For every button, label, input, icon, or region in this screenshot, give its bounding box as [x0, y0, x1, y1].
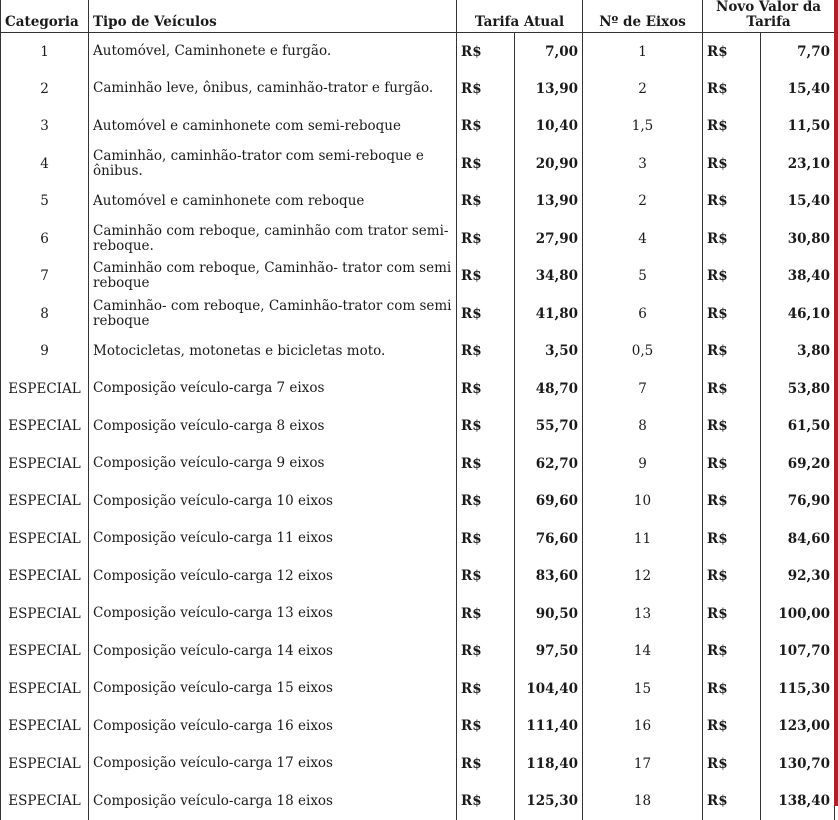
cell-categoria: 5: [1, 183, 89, 221]
header-tipo-veiculos: Tipo de Veículos: [89, 0, 457, 33]
cell-categoria: 7: [1, 258, 89, 296]
cell-categoria: ESPECIAL: [1, 783, 89, 820]
cell-currency: R$: [703, 333, 761, 371]
cell-categoria: 3: [1, 108, 89, 146]
cell-currency: R$: [703, 745, 761, 783]
cell-categoria: ESPECIAL: [1, 670, 89, 708]
cell-categoria: ESPECIAL: [1, 445, 89, 483]
cell-currency: R$: [703, 108, 761, 146]
cell-eixos: 7: [583, 370, 703, 408]
cell-tipo-veiculo: Composição veículo-carga 7 eixos: [89, 370, 457, 408]
cell-eixos: 13: [583, 595, 703, 633]
cell-eixos: 9: [583, 445, 703, 483]
cell-categoria: ESPECIAL: [1, 595, 89, 633]
cell-currency: R$: [703, 670, 761, 708]
table-row: [1, 633, 835, 671]
cell-tarifa-atual: 34,80: [515, 258, 583, 296]
table-row: [1, 445, 835, 483]
cell-eixos: 0,5: [583, 333, 703, 371]
cell-categoria: ESPECIAL: [1, 558, 89, 596]
cell-eixos: 6: [583, 295, 703, 333]
cell-novo-valor: 130,70: [761, 745, 835, 783]
cell-tarifa-atual: 125,30: [515, 783, 583, 820]
cell-novo-valor: 15,40: [761, 183, 835, 221]
cell-currency: R$: [457, 445, 515, 483]
cell-novo-valor: 76,90: [761, 483, 835, 521]
cell-tipo-veiculo: Caminhão com reboque, caminhão com trator semi-reboque.: [89, 220, 457, 258]
cell-novo-valor: 92,30: [761, 558, 835, 596]
cell-eixos: 17: [583, 745, 703, 783]
cell-novo-valor: 115,30: [761, 670, 835, 708]
table-row: [1, 108, 835, 146]
cell-categoria: ESPECIAL: [1, 520, 89, 558]
table-row: [1, 70, 835, 108]
cell-categoria: ESPECIAL: [1, 633, 89, 671]
cell-tipo-veiculo: Automóvel e caminhonete com reboque: [89, 183, 457, 221]
cell-currency: R$: [457, 520, 515, 558]
cell-novo-valor: 138,40: [761, 783, 835, 820]
cell-tipo-veiculo: Motocicletas, motonetas e bicicletas moto.: [89, 333, 457, 371]
cell-currency: R$: [703, 708, 761, 746]
cell-novo-valor: 84,60: [761, 520, 835, 558]
cell-novo-valor: 61,50: [761, 408, 835, 446]
cell-eixos: 1,5: [583, 108, 703, 146]
cell-tipo-veiculo: Composição veículo-carga 12 eixos: [89, 558, 457, 596]
cell-categoria: ESPECIAL: [1, 483, 89, 521]
table-row: [1, 258, 835, 296]
cell-currency: R$: [457, 370, 515, 408]
cell-categoria: 1: [1, 33, 89, 71]
cell-categoria: ESPECIAL: [1, 370, 89, 408]
cell-currency: R$: [703, 258, 761, 296]
table-row: [1, 783, 835, 820]
cell-tarifa-atual: 41,80: [515, 295, 583, 333]
cell-eixos: 18: [583, 783, 703, 820]
cell-eixos: 2: [583, 70, 703, 108]
table-row: [1, 558, 835, 596]
header-categoria: Categoria: [1, 0, 89, 33]
cell-categoria: 4: [1, 145, 89, 183]
cell-categoria: 8: [1, 295, 89, 333]
cell-eixos: 10: [583, 483, 703, 521]
cell-categoria: 6: [1, 220, 89, 258]
cell-novo-valor: 3,80: [761, 333, 835, 371]
table-row: [1, 145, 835, 183]
cell-currency: R$: [457, 483, 515, 521]
cell-tarifa-atual: 10,40: [515, 108, 583, 146]
cell-currency: R$: [457, 670, 515, 708]
table-row: [1, 183, 835, 221]
cell-tarifa-atual: 83,60: [515, 558, 583, 596]
table-row: [1, 670, 835, 708]
cell-currency: R$: [703, 370, 761, 408]
cell-currency: R$: [457, 708, 515, 746]
cell-novo-valor: 100,00: [761, 595, 835, 633]
cell-tarifa-atual: 97,50: [515, 633, 583, 671]
cell-novo-valor: 107,70: [761, 633, 835, 671]
cell-eixos: 16: [583, 708, 703, 746]
cell-novo-valor: 11,50: [761, 108, 835, 146]
cell-tarifa-atual: 62,70: [515, 445, 583, 483]
cell-tarifa-atual: 7,00: [515, 33, 583, 71]
cell-currency: R$: [457, 745, 515, 783]
cell-currency: R$: [457, 145, 515, 183]
cell-currency: R$: [703, 783, 761, 820]
cell-tipo-veiculo: Composição veículo-carga 10 eixos: [89, 483, 457, 521]
cell-tipo-veiculo: Automóvel e caminhonete com semi-reboque: [89, 108, 457, 146]
cell-tarifa-atual: 76,60: [515, 520, 583, 558]
cell-eixos: 1: [583, 33, 703, 71]
cell-eixos: 8: [583, 408, 703, 446]
table-row: [1, 333, 835, 371]
cell-tarifa-atual: 69,60: [515, 483, 583, 521]
cell-tarifa-atual: 27,90: [515, 220, 583, 258]
table-row: [1, 220, 835, 258]
table-row: [1, 33, 835, 71]
cell-novo-valor: 46,10: [761, 295, 835, 333]
cell-eixos: 15: [583, 670, 703, 708]
page-edge-decoration: [834, 0, 838, 806]
cell-categoria: 9: [1, 333, 89, 371]
cell-currency: R$: [703, 595, 761, 633]
cell-currency: R$: [703, 220, 761, 258]
cell-currency: R$: [457, 108, 515, 146]
cell-tarifa-atual: 55,70: [515, 408, 583, 446]
cell-novo-valor: 30,80: [761, 220, 835, 258]
cell-currency: R$: [703, 183, 761, 221]
cell-currency: R$: [457, 70, 515, 108]
cell-tarifa-atual: 118,40: [515, 745, 583, 783]
cell-eixos: 12: [583, 558, 703, 596]
cell-currency: R$: [457, 295, 515, 333]
cell-currency: R$: [703, 445, 761, 483]
cell-categoria: ESPECIAL: [1, 745, 89, 783]
cell-novo-valor: 38,40: [761, 258, 835, 296]
cell-currency: R$: [457, 558, 515, 596]
cell-currency: R$: [457, 258, 515, 296]
cell-currency: R$: [703, 145, 761, 183]
cell-currency: R$: [457, 220, 515, 258]
cell-tarifa-atual: 13,90: [515, 70, 583, 108]
cell-tarifa-atual: 20,90: [515, 145, 583, 183]
cell-novo-valor: 7,70: [761, 33, 835, 71]
cell-categoria: 2: [1, 70, 89, 108]
cell-novo-valor: 23,10: [761, 145, 835, 183]
cell-tipo-veiculo: Composição veículo-carga 16 eixos: [89, 708, 457, 746]
cell-novo-valor: 123,00: [761, 708, 835, 746]
table-row: [1, 745, 835, 783]
cell-tipo-veiculo: Composição veículo-carga 18 eixos: [89, 783, 457, 820]
cell-novo-valor: 15,40: [761, 70, 835, 108]
cell-tipo-veiculo: Caminhão- com reboque, Caminhão-trator com semi reboque: [89, 295, 457, 333]
cell-eixos: 11: [583, 520, 703, 558]
cell-tarifa-atual: 3,50: [515, 333, 583, 371]
cell-tipo-veiculo: Composição veículo-carga 15 eixos: [89, 670, 457, 708]
cell-tipo-veiculo: Composição veículo-carga 17 eixos: [89, 745, 457, 783]
table-row: [1, 595, 835, 633]
table-row: [1, 295, 835, 333]
table-row: [1, 708, 835, 746]
cell-currency: R$: [703, 520, 761, 558]
cell-currency: R$: [457, 333, 515, 371]
cell-currency: R$: [703, 558, 761, 596]
cell-currency: R$: [703, 483, 761, 521]
header-tarifa-atual: Tarifa Atual: [457, 0, 583, 33]
cell-eixos: 5: [583, 258, 703, 296]
cell-currency: R$: [703, 295, 761, 333]
cell-tipo-veiculo: Caminhão leve, ônibus, caminhão-trator e furgão.: [89, 70, 457, 108]
cell-categoria: ESPECIAL: [1, 708, 89, 746]
cell-eixos: 14: [583, 633, 703, 671]
cell-currency: R$: [457, 783, 515, 820]
cell-tipo-veiculo: Caminhão, caminhão-trator com semi-reboque e ônibus.: [89, 145, 457, 183]
cell-tipo-veiculo: Composição veículo-carga 11 eixos: [89, 520, 457, 558]
cell-tipo-veiculo: Caminhão com reboque, Caminhão- trator com semi reboque: [89, 258, 457, 296]
cell-tipo-veiculo: Automóvel, Caminhonete e furgão.: [89, 33, 457, 71]
cell-tarifa-atual: 13,90: [515, 183, 583, 221]
cell-novo-valor: 69,20: [761, 445, 835, 483]
table-header-row: [1, 0, 835, 33]
cell-currency: R$: [703, 70, 761, 108]
cell-tarifa-atual: 90,50: [515, 595, 583, 633]
cell-novo-valor: 53,80: [761, 370, 835, 408]
cell-currency: R$: [457, 633, 515, 671]
header-novo-valor: Novo Valor da Tarifa: [703, 0, 835, 33]
cell-tipo-veiculo: Composição veículo-carga 13 eixos: [89, 595, 457, 633]
table-row: [1, 483, 835, 521]
table-row: [1, 370, 835, 408]
cell-tipo-veiculo: Composição veículo-carga 8 eixos: [89, 408, 457, 446]
cell-currency: R$: [457, 183, 515, 221]
cell-currency: R$: [457, 595, 515, 633]
cell-eixos: 2: [583, 183, 703, 221]
header-numero-eixos: Nº de Eixos: [583, 0, 703, 33]
table-row: [1, 520, 835, 558]
cell-currency: R$: [703, 408, 761, 446]
cell-currency: R$: [457, 408, 515, 446]
cell-eixos: 3: [583, 145, 703, 183]
cell-categoria: ESPECIAL: [1, 408, 89, 446]
cell-tarifa-atual: 48,70: [515, 370, 583, 408]
cell-currency: R$: [457, 33, 515, 71]
cell-currency: R$: [703, 33, 761, 71]
cell-tipo-veiculo: Composição veículo-carga 9 eixos: [89, 445, 457, 483]
cell-currency: R$: [703, 633, 761, 671]
cell-tarifa-atual: 111,40: [515, 708, 583, 746]
table-body: [1, 33, 835, 820]
cell-tipo-veiculo: Composição veículo-carga 14 eixos: [89, 633, 457, 671]
cell-eixos: 4: [583, 220, 703, 258]
table-row: [1, 408, 835, 446]
cell-tarifa-atual: 104,40: [515, 670, 583, 708]
